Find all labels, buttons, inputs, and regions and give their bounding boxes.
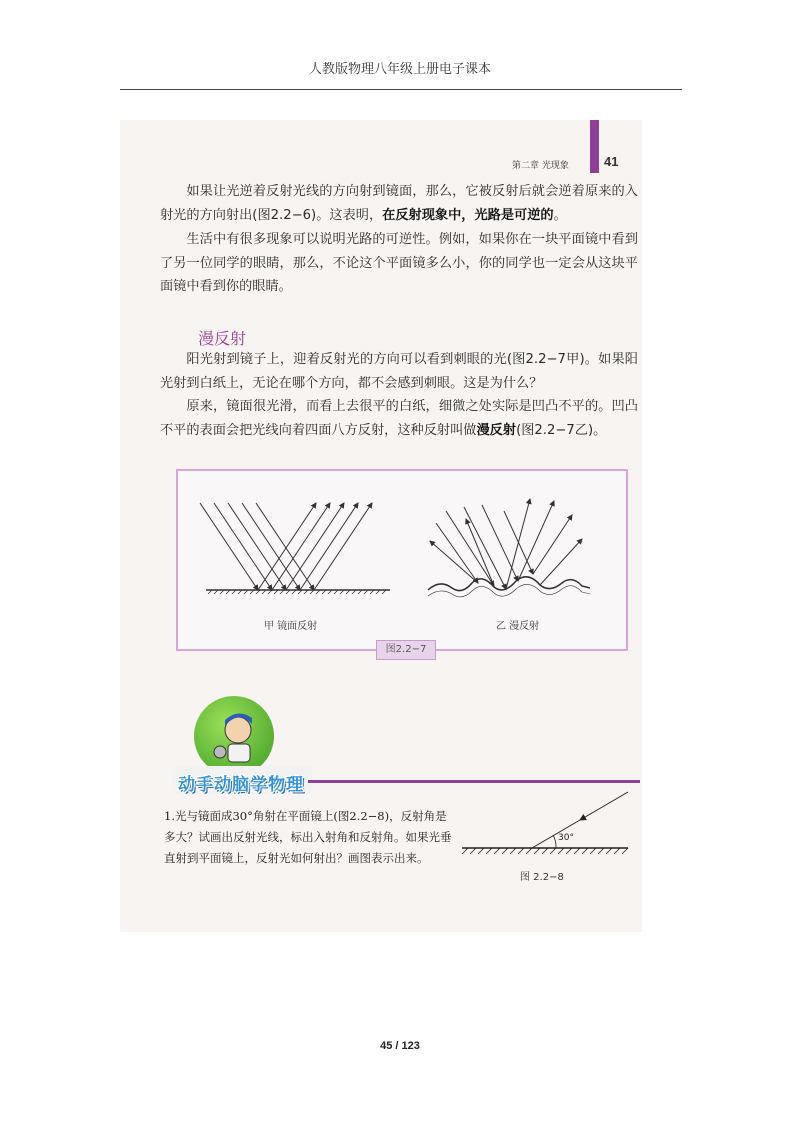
paragraph-diffuse [160,395,638,442]
key-term: 漫反射 [476,422,517,438]
figure-caption-diffuse: 乙 漫反射 [496,621,540,632]
book-page-number: 41 [604,154,619,169]
figure-caption-specular: 甲 镜面反射 [264,621,318,632]
exercise-question: 1.光与镜面成30°角射在平面镜上(图2.2−8)，反射角是多大？试画出反射光线，标出入射角和反射角。如果光垂直射到平面镜上，反射光如何射出？画图表示出来。 [164,809,452,865]
paragraph-text: 原来，镜面很光滑，而看上去很平的白纸，细微之处实际是凹凸不平的。凹凸不平的表面会把光线向着四面八方反射，这种反射叫做 [160,399,638,438]
scanned-book-page [120,120,642,932]
document-header: 人教版物理八年级上册电子课本 [308,62,491,77]
header-divider [120,89,682,90]
figure-number-tag: 图2.2−7 [376,640,436,660]
paragraph-text-end: (图2.2−7乙)。 [516,422,607,438]
specular-reflection-drawing [200,503,390,594]
paragraph-text-end: 。 [553,207,567,223]
diffuse-reflection-drawing [428,499,590,597]
figure-2-2-7 [176,469,628,655]
section-title: 漫反射 [198,329,247,348]
angle-label: 30° [558,833,574,843]
paragraph-sunlight: 阳光射到镜子上，迎着反射光的方向可以看到刺眼的光(图2.2−7甲)。如果阳光射到白纸上，无论在哪个方向，都不会感到刺眼。这是为什么？ [160,352,638,391]
paragraph-text: 如果让光逆着反射光线的方向射到镜面，那么，它被反射后就会逆着原来的入射光的方向射出(图2.2−6)。这表明， [160,184,638,223]
key-statement: 在反射现象中，光路是可逆的 [382,207,554,223]
chapter-color-bar [590,120,599,173]
figure-2-2-8 [456,788,636,858]
figure-2-2-8-caption: 图 2.2−8 [520,872,564,883]
paragraph-reversibility [160,180,638,227]
paragraph-example: 生活中有很多现象可以说明光路的可逆性。例如，如果你在一块平面镜中看到了另一位同学的眼睛，那么，不论这个平面镜多么小，你的同学也一定会从这块平面镜中看到你的眼睛。 [160,232,638,294]
chapter-label: 第二章 光现象 [512,161,569,171]
pdf-page-counter: 45 / 123 [380,1040,420,1052]
activity-divider [308,780,640,783]
activity-title: 动手动脑学物理 [178,775,304,795]
activity-mascot-icon [194,696,274,776]
reflection-diagram [178,471,626,649]
